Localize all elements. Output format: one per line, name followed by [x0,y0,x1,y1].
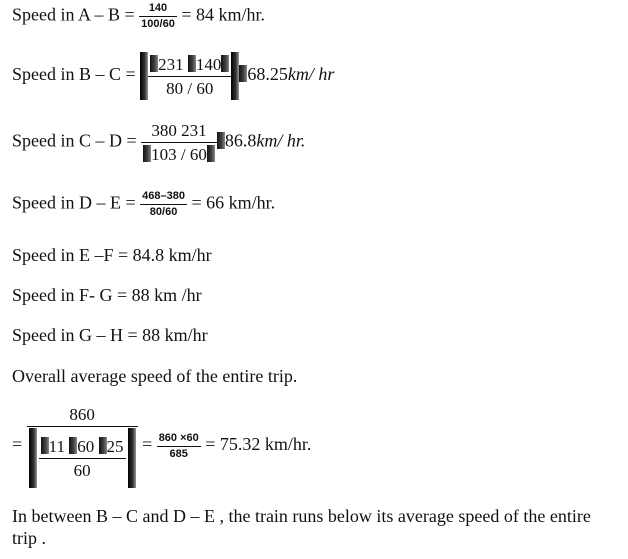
overall-inner-c: 25 [106,436,124,456]
speed-ef-line: Speed in E –F = 84.8 km/hr [12,245,212,265]
overall-inner-a: 11 [48,436,66,456]
speed-de-numerator: 468–380 [142,190,185,202]
speed-ab-fraction [139,2,177,31]
speed-de-denominator: 80/60 [149,206,178,218]
overall-inner-den: 60 [73,460,91,480]
speed-cd-denominator: 103 / 60 [151,145,207,164]
speed-fg-line: Speed in F- G = 88 km /hr [12,285,202,305]
speed-cd-label: Speed in C – D = [12,130,142,151]
speed-cd-numerator: 380 231 [151,121,207,140]
speed-bc-fraction [148,54,231,99]
speed-de-label: Speed in D – E = [12,192,141,213]
overall-inner-b: 60 [77,436,95,456]
overall-eq-prefix: = [12,434,27,455]
speed-bc-result-num: 68.25 [247,64,288,85]
overall-calc-line [12,404,311,488]
speed-de-line [12,190,275,219]
speed-bc-line [12,52,334,100]
overall-numerator: 860 [69,405,95,424]
overall2-numerator: 860 ×60 [158,431,199,444]
overall-fraction-2 [157,432,201,461]
speed-bc-num-a: 231 [158,54,184,74]
speed-bc-denominator: 80 / 60 [166,78,214,98]
overall-result: = 75.32 km/hr. [200,434,312,455]
speed-ab-numerator: 140 [148,2,168,14]
conclusion-text: In between B – C and D – E , the train runs below its average speed of the entire trip . [12,506,591,548]
speed-ab-result: = 84 km/hr. [176,4,265,25]
speed-cd-result-num: 86.8 [224,130,257,151]
overall-fraction [27,404,138,488]
overall2-denominator: 685 [169,447,188,460]
speed-bc-label: Speed in B – C = [12,64,141,85]
overall-title: Overall average speed of the entire trip. [12,366,298,386]
speed-gh-line: Speed in G – H = 88 km/hr [12,325,208,345]
speed-de-result: = 66 km/hr. [186,192,276,213]
speed-bc-num-b: 140 [195,54,222,74]
speed-de-fraction [140,190,187,219]
speed-ab-line [12,2,265,31]
speed-ab-label: Speed in A – B = [12,4,140,25]
speed-bc-result-unit: km/ hr [287,64,335,85]
speed-cd-result-unit: km/ hr. [256,130,306,151]
speed-cd-line [12,120,305,165]
speed-cd-fraction [141,120,217,165]
speed-ab-denominator: 100/60 [141,18,175,30]
overall-eq2: = [137,434,157,455]
